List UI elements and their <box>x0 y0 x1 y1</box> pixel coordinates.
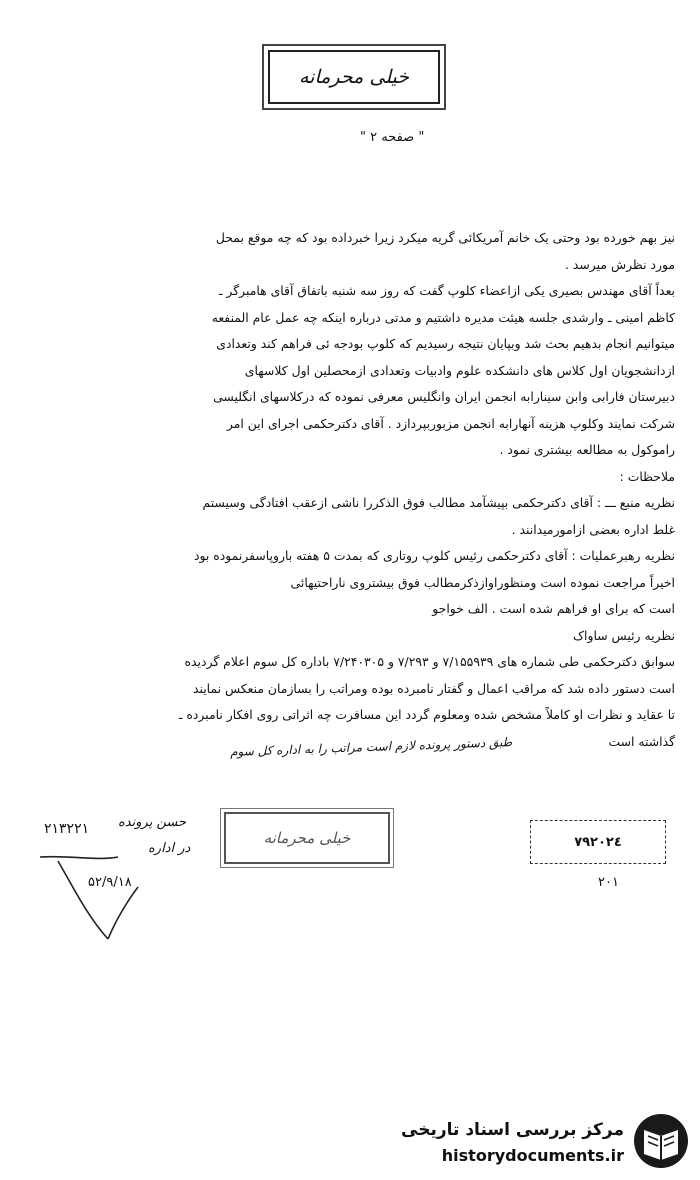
registration-stamp <box>530 820 666 864</box>
file-number: ۲۱۳۲۲۱ <box>44 821 90 837</box>
body-line: راموکول به مطالعه بیشتری نمود . <box>499 442 675 457</box>
body-line: تا عقاید و نظرات او کاملاً مشخص شده ومعلوم گردد این مسافرت چه اثراتی روی افکار نامبرده ـ <box>178 707 675 722</box>
watermark-title: مرکز بررسی اسناد تاریخی <box>401 1120 624 1140</box>
classification-stamp-top <box>268 50 440 104</box>
body-line: اخیراً مراجعت نموده است ومنظوراوازذکرمطالب فوق بیشتروی ناراحتیهائی <box>290 574 675 590</box>
registration-sub-number: ۲۰۱ <box>598 875 619 890</box>
registration-number: ٧٩٢٠٢٤ <box>574 834 622 850</box>
classification-stamp-mid-text: خیلی محرمانه <box>263 829 351 847</box>
handwritten-name-secondary: در اداره <box>148 841 191 856</box>
body-line: مورد نظرش میرسد . <box>565 256 675 272</box>
body-line: سوابق دکترحکمی طی شماره های ۷/۱۵۵۹۳۹ و ۷/۲۹۳ و ۷/۲۴۰۳۰۵ باداره کل سوم اعلام گردیده <box>184 654 675 669</box>
handwritten-name: حسن پرونده <box>118 815 186 830</box>
watermark-url: historydocuments.ir <box>441 1146 624 1165</box>
body-line: شرکت نمایند وکلوپ هزینه آنهارابه انجمن مزبوربپردازد . آقای دکترحکمی اجرای این امر <box>226 415 675 431</box>
document-body <box>40 225 675 755</box>
body-line: غلط اداره بعضی ازامورمیدانند . <box>511 521 675 537</box>
book-logo-icon <box>632 1112 690 1170</box>
classification-stamp-mid <box>224 812 390 864</box>
body-line: کاظم امینی ـ وارشدی جلسه هیئت مدیره داشتیم و مدتی درباره اینکه چه عمل عام المنفعه <box>211 309 675 325</box>
body-line: بعداً آقای مهندس بصیری یکی ازاعضاء کلوپ گفت که روز سه شنبه باتفاق آقای هامبرگر ـ <box>218 283 675 298</box>
footer-handwriting <box>38 815 218 945</box>
body-line: ازدانشجویان اول کلاس های دانشکده علوم وادبیات وتعدادی ازمحصلین اول کلاسهای <box>244 362 675 378</box>
classification-stamp-text: خیلی محرمانه <box>298 66 409 88</box>
handwritten-note: طبق دستور پرونده لازم است مراتب را به اداره کل سوم <box>229 735 513 759</box>
section-heading-savak: نظریه رئیس ساواک <box>572 627 675 643</box>
page-number: " صفحه ۲ " <box>360 130 425 145</box>
section-heading-remarks: ملاحظات : <box>619 468 675 484</box>
handwritten-date: ۵۲/۹/۱۸ <box>88 875 132 890</box>
body-line: گذاشته است <box>608 733 675 749</box>
body-line: نظریه رهبرعملیات : آقای دکترحکمی رئیس کلوپ روتاری که بمدت ۵ هفته باروپاسفرنموده بود <box>193 548 675 563</box>
body-line: است دستور داده شد که مراقب اعمال و گفتار نامبرده بوده ومراتب را بسازمان منعکس نمایند <box>192 680 675 696</box>
body-line: دبیرستان فارابی وابن سینارابه انجمن ایران وانگلیس معرفی نموده که درکلاسهای انگلیسی <box>213 389 675 404</box>
signature-scribble <box>38 847 188 947</box>
body-line: است که برای او فراهم شده است . الف خواجو <box>432 601 675 616</box>
body-line: نیز بهم خورده بود وحتی یک خانم آمریکائی گریه میکرد زیرا خبرداده بود که چه موقع بمحل <box>215 230 675 245</box>
body-line: نظریه منبع ـــ : آقای دکترحکمی بپیشآمد مطالب فوق الذکررا ناشی ازعقب افتادگی وسیستم <box>202 495 675 510</box>
watermark <box>401 1108 690 1174</box>
body-line: میتوانیم انجام بدهیم بحث شد وبپایان نتیجه رسیدیم که کلوپ بودجه ئی فراهم کند وتعدادی <box>216 336 675 351</box>
